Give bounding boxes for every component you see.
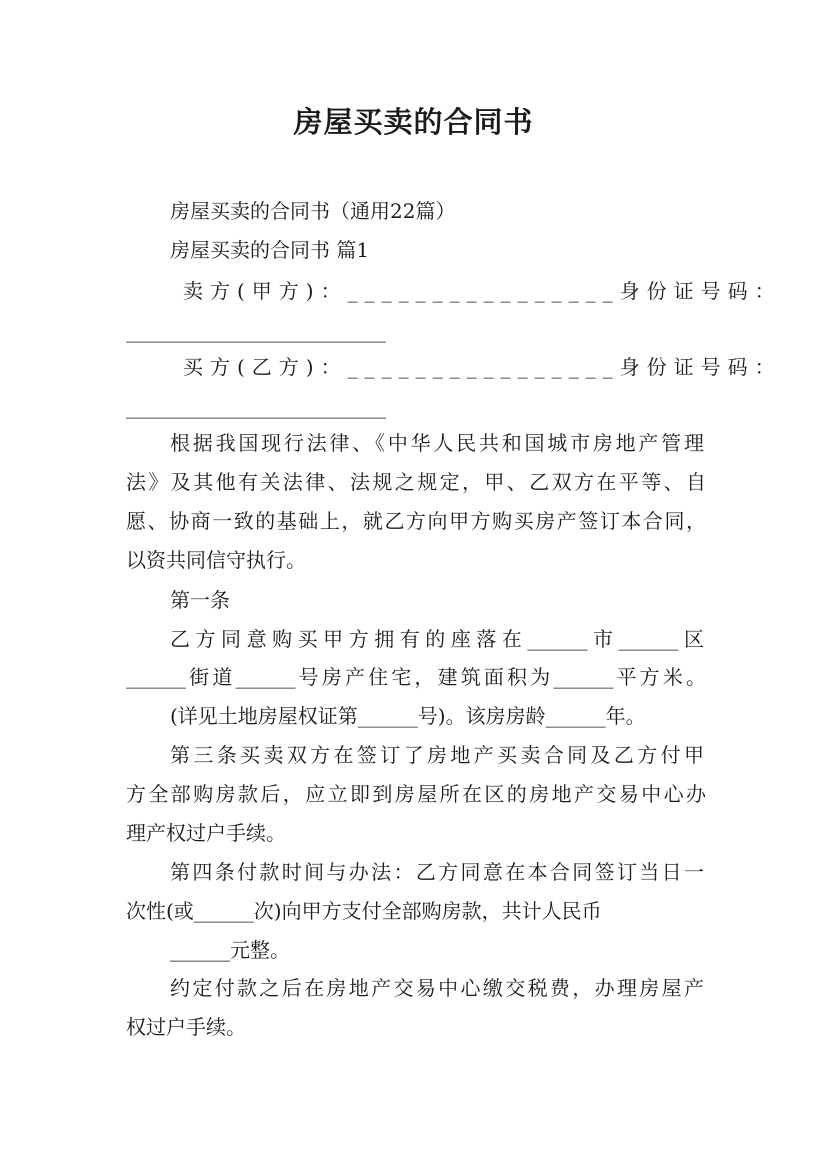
- buyer-id-blank: __________________________: [126, 395, 386, 419]
- seller-line: 卖方(甲方)：________________身份证号码：: [183, 279, 782, 303]
- paragraph-line: ______元整。: [170, 938, 290, 962]
- paragraph-line: 约定付款之后在房地产交易中心缴交税费，办理房屋产: [170, 976, 704, 1000]
- seller-id-blank: __________________________: [126, 319, 386, 343]
- paragraph-line: 根据我国现行法律、《中华人民共和国城市房地产管理: [170, 431, 704, 455]
- paragraph-line: ______街道______号房产住宅，建筑面积为______平方米。: [126, 665, 706, 689]
- paragraph-line: (详见土地房屋权证第______号)。该房房龄______年。: [170, 704, 646, 728]
- subtitle-line: 房屋买卖的合同书（通用22篇）: [170, 199, 456, 223]
- paragraph-line: 权过户手续。: [126, 1015, 246, 1039]
- article-heading: 第一条: [170, 588, 230, 612]
- paragraph-line: 愿、协商一致的基础上，就乙方向甲方购买房产签订本合同，: [126, 509, 706, 533]
- paragraph-line: 次性(或______次)向甲方支付全部购房款，共计人民币: [126, 899, 602, 923]
- paragraph-line: 方全部购房款后，应立即到房屋所在区的房地产交易中心办: [126, 782, 706, 806]
- document-title: 房屋买卖的合同书: [293, 105, 534, 139]
- paragraph-line: 第三条买卖双方在签订了房地产买卖合同及乙方付甲: [170, 743, 704, 767]
- chapter-heading: 房屋买卖的合同书 篇1: [170, 238, 370, 262]
- paragraph-line: 乙方同意购买甲方拥有的座落在______市______区: [170, 627, 704, 651]
- paragraph-line: 法》及其他有关法律、法规之规定，甲、乙双方在平等、自: [126, 470, 706, 494]
- paragraph-line: 以资共同信守执行。: [126, 548, 306, 572]
- paragraph-line: 理产权过户手续。: [126, 821, 286, 845]
- paragraph-line: 第四条付款时间与办法：乙方同意在本合同签订当日一: [170, 860, 704, 884]
- buyer-line: 买方(乙方)：________________身份证号码：: [183, 355, 782, 379]
